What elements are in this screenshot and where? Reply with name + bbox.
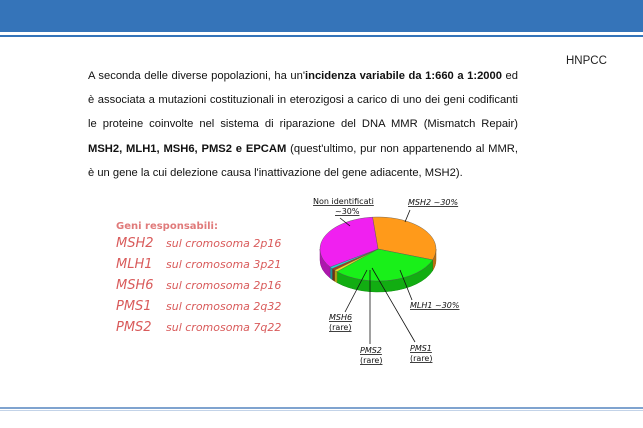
- gene-location: sul cromosoma 2q32: [166, 300, 282, 313]
- pie-label-non-identificati: Non identificati: [313, 197, 374, 206]
- pie-side-pms2: [332, 269, 334, 282]
- paragraph-text-1: A seconda delle diverse popolazioni, ha un': [88, 70, 306, 82]
- paragraph-bold-1: incidenza variabile da 1:660 a 1:2000: [305, 70, 502, 82]
- pie-sublabel-pms2: (rare): [360, 356, 383, 365]
- paragraph-text-3: (quest'ultimo, pur non appartenendo al MMR, è un gene la cui delezione causa l'inattivazione del gene adiacente, MSH2).: [88, 142, 518, 179]
- pie-label-mlh1: MLH1 ~30%: [410, 301, 460, 310]
- gene-name: MLH1: [116, 257, 153, 272]
- pie-side-pms1: [334, 270, 336, 282]
- gene-name: PMS2: [116, 320, 152, 335]
- gene-name: MSH2: [116, 236, 154, 251]
- pie-side-msh6: [330, 267, 332, 280]
- gene-location: sul cromosoma 2p16: [166, 237, 282, 250]
- gene-location: sul cromosoma 2p16: [166, 279, 282, 292]
- pie-label-pms1: PMS1: [410, 344, 432, 353]
- pie-top-layer: [320, 217, 436, 281]
- gene-name: MSH6: [116, 278, 154, 293]
- paragraph-bold-2: MSH2, MLH1, MSH6, PMS2 e EPCAM: [88, 142, 287, 155]
- pie-label-msh6: MSH6: [329, 313, 353, 322]
- section-tag: HNPCC: [566, 55, 607, 67]
- leader-line-msh2: [405, 210, 410, 222]
- pie-label-pms2: PMS2: [360, 346, 382, 355]
- genes-heading: Geni responsabili:: [116, 221, 218, 232]
- pie-sublabel-msh6: (rare): [329, 323, 352, 332]
- gene-name: PMS1: [116, 299, 152, 314]
- gene-location: sul cromosoma 7q22: [166, 321, 282, 334]
- pie-sublabel-pms1: (rare): [410, 354, 433, 363]
- gene-location: sul cromosoma 3p21: [166, 258, 282, 271]
- paragraph-text-2: ed è associata a mutazioni costituzionali in eterozigosi a carico di uno dei geni codificanti le proteine coinvolte nel sistema di riparazione del DNA MMR (Mismatch Repair): [88, 70, 518, 131]
- pie-sublabel-non-identificati: ~30%: [335, 207, 360, 216]
- pie-label-msh2: MSH2 ~30%: [408, 198, 459, 207]
